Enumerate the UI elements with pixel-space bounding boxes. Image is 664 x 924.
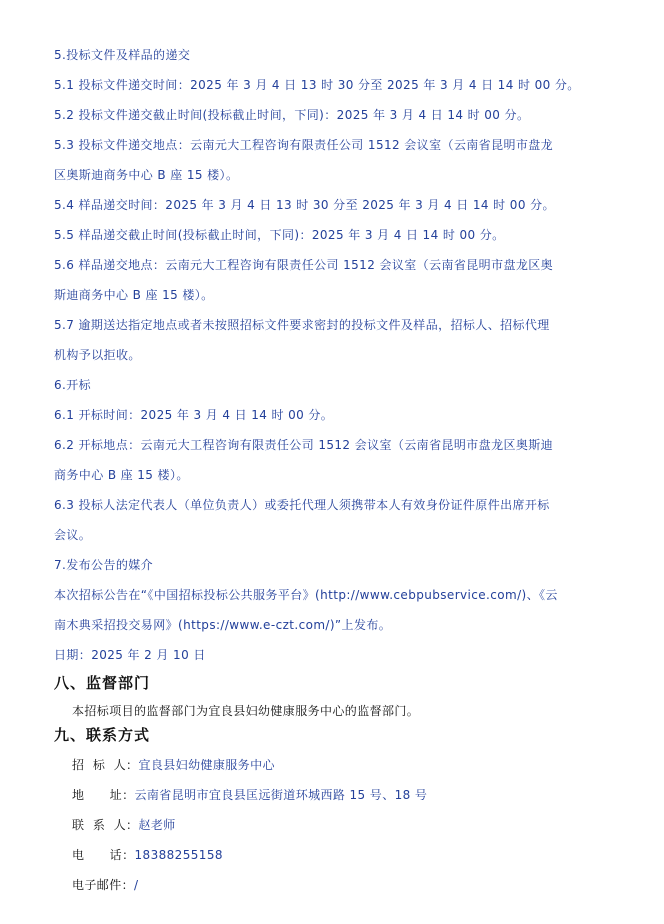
section8-heading: 八、监督部门 bbox=[54, 674, 151, 692]
para-6-1: 6.1 开标时间：2025 年 3 月 4 日 14 时 00 分。 bbox=[54, 408, 334, 422]
contact-address bbox=[72, 787, 610, 803]
section9-heading: 九、联系方式 bbox=[54, 726, 151, 744]
contact-label: 联 系 人： bbox=[72, 818, 139, 832]
para-5-2: 5.2 投标文件递交截止时间(投标截止时间，下同)：2025 年 3 月 4 日 14 时 00 分。 bbox=[54, 108, 530, 122]
para-5-3-line2: 区奥斯迪商务中心 B 座 15 楼）。 bbox=[54, 168, 239, 182]
para-5-3-line1: 5.3 投标文件递交地点：云南元大工程咨询有限责任公司 1512 会议室（云南省昆明市盘龙 bbox=[54, 138, 554, 152]
contact-tenderer bbox=[72, 757, 610, 773]
contact-phone bbox=[72, 847, 610, 863]
tenderer-value: 宜良县妇幼健康服务中心 bbox=[138, 758, 275, 772]
phone-value: 18388255158 bbox=[134, 848, 223, 862]
para-5-7-line1: 5.7 逾期送达指定地点或者未按照招标文件要求密封的投标文件及样品，招标人、招标代理 bbox=[54, 318, 550, 332]
para-5-6-line1: 5.6 样品递交地点：云南元大工程咨询有限责任公司 1512 会议室（云南省昆明市盘龙区奥 bbox=[54, 258, 554, 272]
tenderer-label: 招 标 人： bbox=[72, 758, 139, 772]
email-label: 电子邮件： bbox=[72, 878, 135, 892]
address-label: 地 址： bbox=[72, 788, 135, 802]
para-6-2-line1: 6.2 开标地点：云南元大工程咨询有限责任公司 1512 会议室（云南省昆明市盘龙区奥斯迪 bbox=[54, 438, 554, 452]
para-5-5: 5.5 样品递交截止时间(投标截止时间，下同)：2025 年 3 月 4 日 14 时 00 分。 bbox=[54, 228, 505, 242]
para-5-1: 5.1 投标文件递交时间：2025 年 3 月 4 日 13 时 30 分至 2025 年 3 月 4 日 14 时 00 分。 bbox=[54, 78, 580, 92]
address-value: 云南省昆明市宜良县匡远街道环城西路 15 号、18 号 bbox=[134, 788, 428, 802]
para-5-4: 5.4 样品递交时间：2025 年 3 月 4 日 13 时 30 分至 2025 年 3 月 4 日 14 时 00 分。 bbox=[54, 198, 555, 212]
para-6-3-line1: 6.3 投标人法定代表人（单位负责人）或委托代理人须携带本人有效身份证件原件出席开标 bbox=[54, 498, 550, 512]
contact-email bbox=[72, 877, 610, 893]
contact-person bbox=[72, 817, 610, 833]
announcement-date: 日期：2025 年 2 月 10 日 bbox=[54, 648, 206, 662]
contact-value: 赵老师 bbox=[138, 818, 176, 832]
phone-label: 电 话： bbox=[72, 848, 135, 862]
section6-title: 6.开标 bbox=[54, 378, 92, 392]
para-7-line1: 本次招标公告在“《中国招标投标公共服务平台》(http://www.cebpubservice.com/)、《云 bbox=[54, 588, 558, 602]
para-6-2-line2: 商务中心 B 座 15 楼）。 bbox=[54, 468, 189, 482]
para-5-6-line2: 斯迪商务中心 B 座 15 楼）。 bbox=[54, 288, 214, 302]
para-7-line2: 南木典采招投交易网》(https://www.e-czt.com/)”上发布。 bbox=[54, 618, 392, 632]
email-value: / bbox=[134, 878, 139, 892]
para-5-7-line2: 机构予以拒收。 bbox=[54, 348, 141, 362]
para-6-3-line2: 会议。 bbox=[54, 528, 92, 542]
section5-title: 5.投标文件及样品的递交 bbox=[54, 48, 191, 62]
section7-title: 7.发布公告的媒介 bbox=[54, 558, 154, 572]
supervision-text: 本招标项目的监督部门为宜良县妇幼健康服务中心的监督部门。 bbox=[72, 704, 420, 718]
